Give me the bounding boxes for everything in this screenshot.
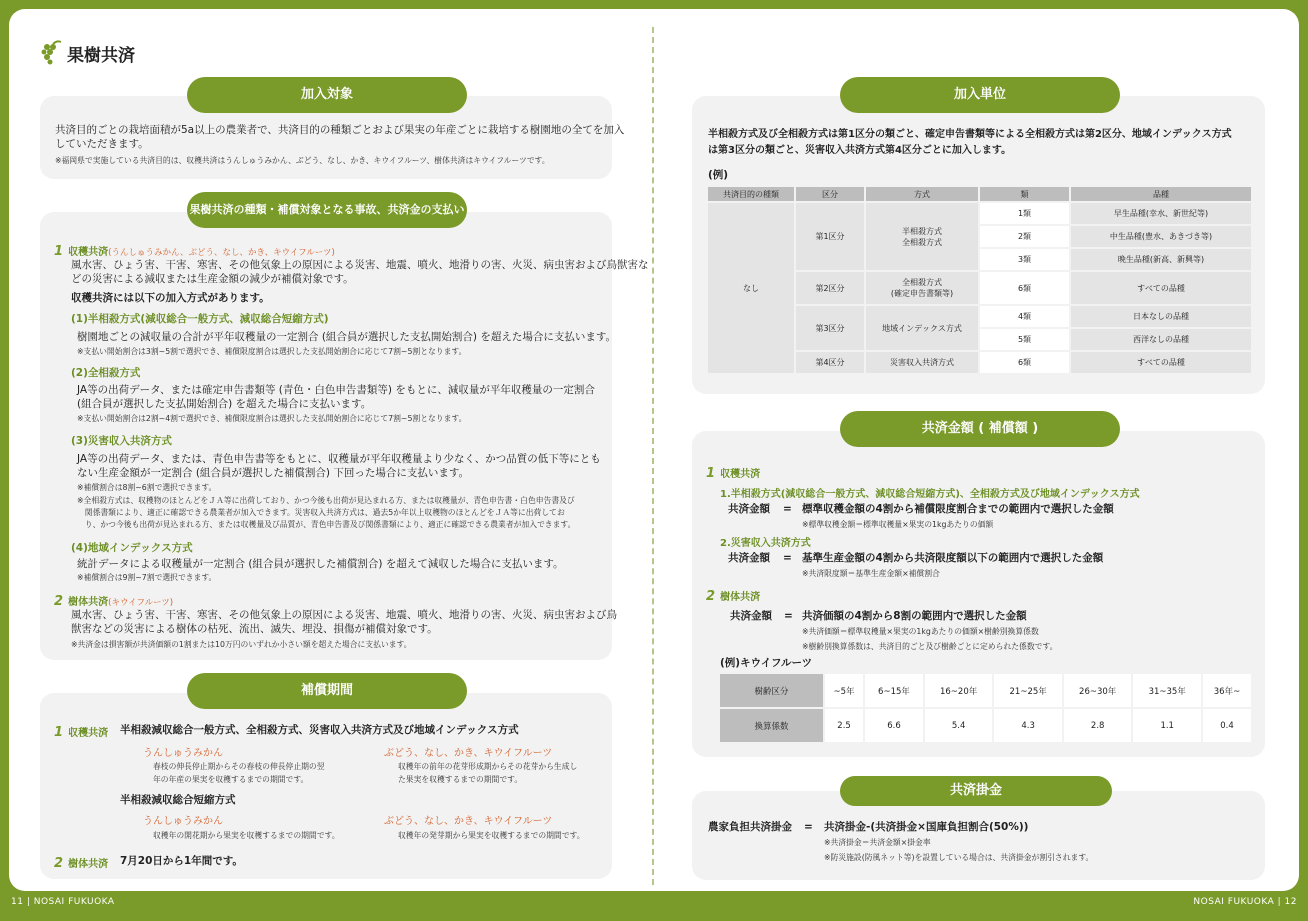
tree-title: 樹体共済 [68,597,109,608]
period-crop-1: うんしゅうみかん [143,748,223,759]
kiwi-example-label: (例)キウイフルーツ [720,657,813,669]
amount-harvest-label: 収穫共済 [720,469,761,480]
number-1: 1 [54,244,64,259]
method-2-text: JA等の出荷データ、または確定申告書類等 (青色・白色申告書類等) をもとに、減収量が平年収穫量の一定割合 [77,384,595,396]
cell-class: 4類 [980,306,1069,327]
method-3-note-1: ※補償割合は8割~6割で選択できます。 [77,483,217,492]
premium-note-1: ※共済掛金＝共済金額×掛金率 [824,838,931,847]
table-header-row [708,187,1251,201]
period-crop-1-text: 春枝の伸長停止期からその春枝の伸長停止期の翌 [153,762,325,771]
period-harvest-label: 収穫共済 [68,728,109,739]
amount-formula-3-note-1: ※共済価額＝標準収穫量×果実の1kgあたりの価額×樹齢別換算係数 [802,627,1039,636]
types-harvest-heading [54,240,335,259]
cell-class: 1類 [980,203,1069,224]
amount-subheading-1: 1.半相殺方式(減収総合一般方式、減収総合短縮方式)、全相殺方式及び地域インデックス方式 [720,489,1140,500]
cell-class: 5類 [980,329,1069,350]
page-title: 果樹共済 [67,46,135,66]
unit-text: 半相殺方式及び全相殺方式は第1区分の類ごと、確定申告書類等による全相殺方式は第2区分、地域インデックス方式 [708,129,1232,140]
coef-cell: 5.4 [925,709,993,742]
coef-cell: 0.4 [1203,709,1251,742]
amount-formula-2-note: ※共済限度額＝基準生産金額×補償割合 [802,569,940,578]
method-4-title: (4)地域インデックス方式 [71,542,193,554]
amount-header: 共済金額 ( 補償額 ) [840,411,1120,447]
method-4-text: 統計データによる収穫量が一定割合 (組合員が選択した補償割合) を超えて減収した場合に支払います。 [77,558,564,570]
method-3-note-4: り、かつ今後も出荷が見込まれる方、または収穫量及び品質が、青色申告書及び関係書類により、適正に確認できる農業者が加入できます。 [77,520,576,529]
page-divider [652,27,654,885]
method-3-note-3: 関係書類により、適正に確認できる農業者が加入できます。災害収入共済方式は、過去5か年以上収穫物のほとんどをＪＡ等に出荷してお [77,508,565,517]
cell-variety: 西洋なしの品種 [1071,329,1251,350]
tree-desc-2: 獣害などの災害による樹体の枯死、流出、滅失、埋没、損傷が補償対象です。 [71,623,438,635]
method-1-note: ※支払い開始割合は3割~5割で選択でき、補償限度割合は選択した支払開始割合に応じて7割~5割となります。 [77,347,467,356]
coef-cell: 1.1 [1133,709,1201,742]
document-spread [9,9,1299,891]
table-row [708,203,1251,224]
col-type: 共済目的の種類 [708,187,794,201]
method-2-text-2: (組合員が選択した支払開始割合) を超えた場合に支払います。 [77,398,372,410]
method-2-note: ※支払い開始割合は2割~4割で選択でき、補償限度割合は選択した支払開始割合に応じて7割~5割となります。 [77,414,467,423]
cell-variety: すべての品種 [1071,272,1251,304]
harvest-desc: 風水害、ひょう害、干害、寒害、その他気象上の原因による災害、地震、噴火、地滑りの害、火災、病虫害および鳥獣害な [71,259,649,271]
enroll-header: 加入対象 [187,77,467,113]
age-cell: 16~20年 [925,674,993,707]
cell-division-1: 第1区分 [796,203,864,270]
amount-label: 共済金額 [728,552,770,564]
equals-sign: = [783,552,792,564]
number-2: 2 [54,856,64,871]
premium-label: 農家負担共済掛金 [708,821,792,833]
amount-tree-label: 樹体共済 [720,592,761,603]
number-2: 2 [54,594,64,609]
age-cell: 21~25年 [994,674,1062,707]
age-cell: 31~35年 [1133,674,1201,707]
table-row [720,709,1251,742]
col-division: 区分 [796,187,864,201]
method-4-note: ※補償割合は9割~7割で選択できます。 [77,573,217,582]
equals-sign: = [804,821,813,833]
amount-subheading-2: 2.災害収入共済方式 [720,538,811,549]
number-2: 2 [706,589,716,604]
cell-method-2: 全相殺方式 (確定申告書類等) [866,272,978,304]
col-method: 方式 [866,187,978,201]
period-crop-4-text: 収穫年の発芽期から果実を収穫するまでの期間です。 [398,831,585,840]
equals-sign: = [783,503,792,515]
method-1-title: (1)半相殺方式(減収総合一般方式、減収総合短縮方式) [71,313,329,325]
coef-cell: 4.3 [994,709,1062,742]
premium-formula: 共済掛金-(共済掛金×国庫負担割合(50%)) [824,821,1029,833]
method-2-title: (2)全相殺方式 [71,367,141,379]
enroll-note: ※福岡県で実施している共済目的は、収穫共済はうんしゅうみかん、ぶどう、なし、かき、キウイフルーツ、樹体共済はキウイフルーツです。 [55,156,550,165]
method-3-text-2: ない生産金額が一定割合 (組合員が選択した補償割合) 下回った場合に支払います。 [77,467,470,479]
table-row [720,674,1251,707]
cell-nashi: なし [708,203,794,373]
number-1: 1 [706,466,716,481]
method-3-note-2: ※全相殺方式は、収穫物のほとんどをＪＡ等に出荷しており、かつ今後も出荷が見込まれる方、または収穫量が、青色申告書・白色申告書及び [77,496,575,505]
coef-cell: 2.8 [1064,709,1132,742]
amount-formula-1: 標準収穫金額の4割から補償限度割合までの範囲内で選択した金額 [802,503,1114,515]
period-section [40,693,612,879]
cell-class: 2類 [980,226,1069,247]
cell-class: 3類 [980,249,1069,270]
coef-cell: 2.5 [825,709,863,742]
period-crop-2: ぶどう、なし、かき、キウイフルーツ [384,748,553,759]
period-crop-3: うんしゅうみかん [143,816,223,827]
period-crop-2-text-2: た果実を収穫するまでの期間です。 [398,775,523,784]
amount-formula-3-note-2: ※樹齢別換算係数は、共済目的ごと及び樹齢ごとに定められた係数です。 [802,642,1058,651]
cell-method-4: 災害収入共済方式 [866,352,978,373]
unit-table [706,185,1253,375]
footer-right: NOSAI FUKUOKA | 12 [1193,897,1297,907]
cell-variety: 早生品種(幸水、新世紀等) [1071,203,1251,224]
period-header: 補償期間 [187,673,467,709]
grape-icon [41,39,63,69]
row-header-age: 樹齢区分 [720,674,823,707]
types-tree-heading [54,590,173,609]
cell-division-2: 第2区分 [796,272,864,304]
cell-variety: 日本なしの品種 [1071,306,1251,327]
cell-class: 6類 [980,272,1069,304]
period-tree-label: 樹体共済 [68,859,109,870]
unit-header: 加入単位 [840,77,1120,113]
amount-label: 共済金額 [728,503,770,515]
period-crop-3-text: 収穫年の開花期から果実を収穫するまでの期間です。 [153,831,340,840]
period-crop-4: ぶどう、なし、かき、キウイフルーツ [384,816,553,827]
premium-header: 共済掛金 [840,776,1112,806]
amount-formula-2: 基準生産金額の4割から共済限度額以下の範囲内で選択した金額 [802,552,1104,564]
equals-sign: = [784,610,793,622]
period-crop-1-text-2: 年の年産の果実を収穫するまでの期間です。 [153,775,309,784]
cell-method-3: 地域インデックス方式 [866,306,978,350]
amount-tree-heading [706,585,760,604]
period-method-2: 半相殺減収総合短縮方式 [120,794,236,806]
col-variety: 品種 [1071,187,1251,201]
premium-note-2: ※防災施設(防風ネット等)を設置している場合は、共済掛金が割引されます。 [824,853,1094,862]
kiwi-table [718,672,1253,744]
harvest-desc-2: どの災害による減収または生産金額の減少が補償対象です。 [71,273,354,285]
age-cell: 36年~ [1203,674,1251,707]
amount-label: 共済金額 [730,610,772,622]
age-cell: 6~15年 [865,674,923,707]
harvest-crops: (うんしゅうみかん、ぶどう、なし、かき、キウイフルーツ) [108,248,335,258]
amount-formula-1-note: ※標準収穫金額＝標準収穫量×果実の1kgあたりの価額 [802,520,994,529]
cell-variety: 晩生品種(新高、新興等) [1071,249,1251,270]
method-1-text: 樹園地ごとの減収量の合計が平年収穫量の一定割合 (組合員が選択した支払開始割合) を超えた場合に支払います。 [77,331,617,343]
period-harvest-heading [54,721,108,740]
harvest-title: 収穫共済 [68,247,109,258]
row-header-coef: 換算係数 [720,709,823,742]
amount-harvest-heading [706,462,760,481]
amount-formula-3: 共済価額の4割から8割の範囲内で選択した金額 [802,610,1027,622]
unit-example-label: (例) [708,169,729,181]
cell-division-3: 第3区分 [796,306,864,350]
coef-cell: 6.6 [865,709,923,742]
methods-intro: 収穫共済には以下の加入方式があります。 [71,292,270,304]
cell-division-4: 第4区分 [796,352,864,373]
footer-left: 11 | NOSAI FUKUOKA [11,897,115,907]
period-method-1: 半相殺減収総合一般方式、全相殺方式、災害収入共済方式及び地域インデックス方式 [120,724,519,736]
method-3-text: JA等の出荷データ、または、青色申告書等をもとに、収穫量が平年収穫量より少なく、かつ品質の低下等にとも [77,453,601,465]
period-crop-2-text: 収穫年の前年の花芽形成期からその花芽から生成し [398,762,578,771]
tree-note: ※共済金は損害額が共済価額の1割または10万円のいずれか小さい額を超えた場合に支払います。 [71,640,412,649]
cell-variety: すべての品種 [1071,352,1251,373]
period-tree-heading [54,852,108,871]
cell-class: 6類 [980,352,1069,373]
enroll-text-2: していただきます。 [55,138,149,150]
age-cell: ~5年 [825,674,863,707]
enroll-text: 共済目的ごとの栽培面積が5a以上の農業者で、共済目的の種類ごとおよび果実の年産ごとに栽培する樹園地の全てを加入 [55,124,625,136]
types-header: 果樹共済の種類・補償対象となる事故、共済金の支払い [187,192,467,228]
col-class: 類 [980,187,1069,201]
period-tree-text: 7月20日から1年間です。 [120,855,243,867]
tree-crops: (キウイフルーツ) [108,598,174,608]
tree-desc: 風水害、ひょう害、干害、寒害、その他気象上の原因による災害、地震、噴火、地滑りの害、火災、病虫害および鳥 [71,609,617,621]
number-1: 1 [54,725,64,740]
cell-variety: 中生品種(豊水、あきづき等) [1071,226,1251,247]
cell-method-1: 半相殺方式 全相殺方式 [866,203,978,270]
age-cell: 26~30年 [1064,674,1132,707]
method-3-title: (3)災害収入共済方式 [71,435,172,447]
unit-text-2: は第3区分の類ごと、災害収入共済方式第4区分ごとに加入します。 [708,145,1012,156]
